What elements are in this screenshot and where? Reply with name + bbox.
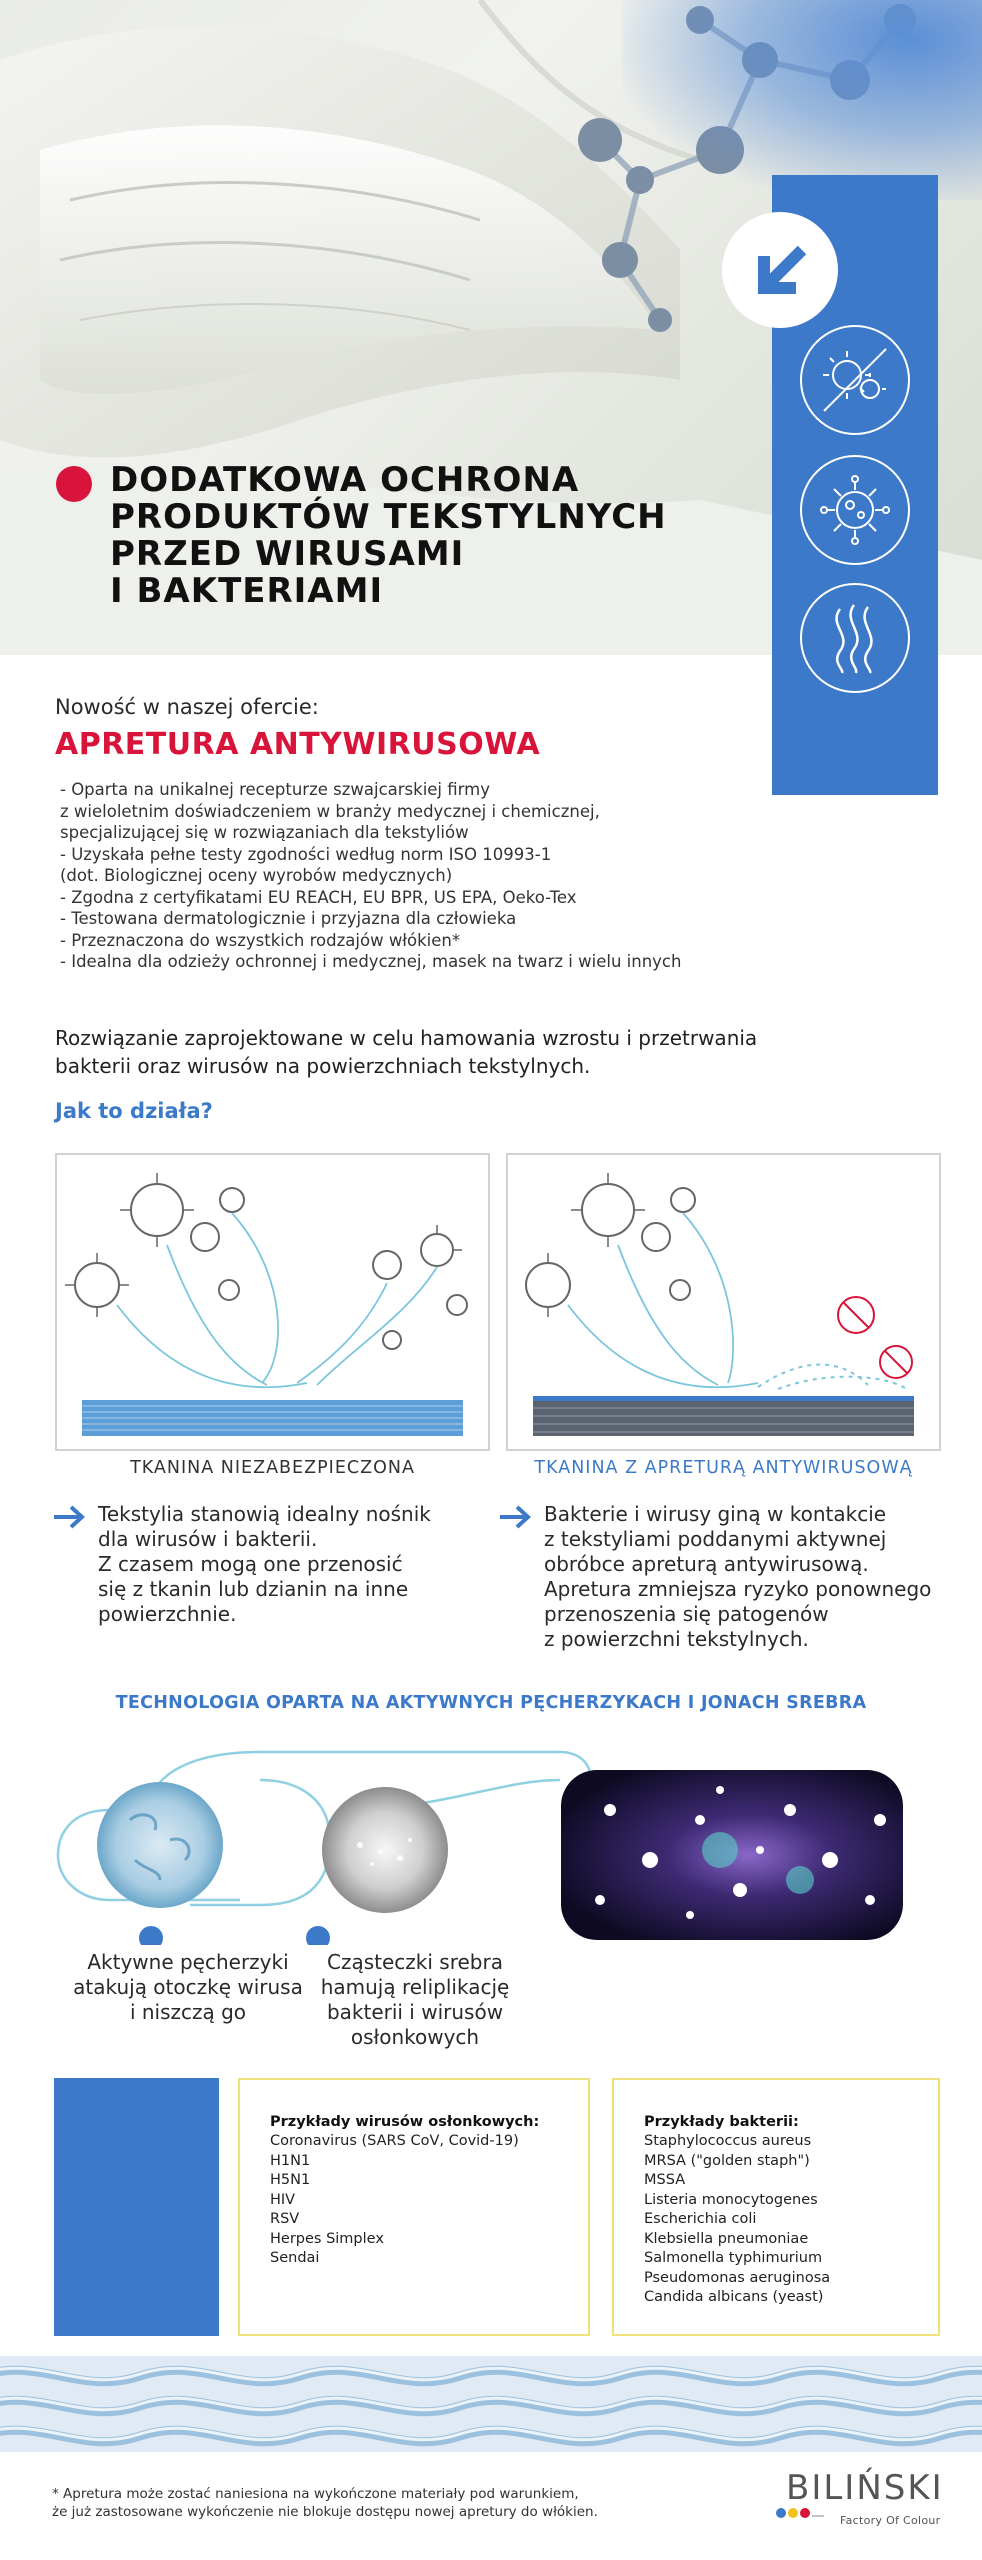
list-item: Listeria monocytogenes: [644, 2191, 818, 2208]
bacteria-list: [644, 2132, 908, 2308]
unprotected-fabric-label: TKANINA NIEZABEZPIECZONA: [130, 1458, 415, 1478]
list-item: Candida albicans (yeast): [644, 2289, 824, 2305]
red-bullet-icon: [56, 466, 92, 502]
protected-explanation: [498, 1502, 931, 1652]
list-item: Coronavirus (SARS CoV, Covid-19): [270, 2133, 519, 2149]
how-it-works-heading: Jak to działa?: [55, 1099, 213, 1123]
list-item: RSV: [270, 2211, 300, 2227]
arrow-right-icon: [498, 1504, 532, 1530]
list-item: Pseudomonas aeruginosa: [644, 2269, 831, 2286]
list-item: HIV: [270, 2191, 296, 2208]
bacteria-examples-box: [612, 2078, 940, 2336]
woven-fabric-image: [0, 2356, 982, 2452]
product-name: APRETURA ANTYWIRUSOWA: [55, 727, 541, 762]
solution-text: Rozwiązanie zaprojektowane w celu hamowania wzrostu i przetrwania bakterii oraz wirusów na powierzchniach tekstylnych.: [55, 1026, 758, 1078]
arrow-right-icon: [52, 1504, 86, 1530]
list-item: H1N1: [270, 2152, 311, 2169]
list-item: MRSA ("golden staph"): [644, 2152, 810, 2169]
virus-examples-box: [238, 2078, 590, 2336]
silver-particles-caption: Cząsteczki srebra hamują reliplikację bakterii i wirusów osłonkowych: [320, 1950, 510, 2049]
list-item: H5N1: [270, 2172, 311, 2188]
logo-name: BILIŃSKI: [786, 2468, 944, 2508]
protected-explanation-text: Bakterie i wirusy giną w kontakcie z tekstyliami poddanymi aktywnej obróbce apreturą antywirusową. Apretura zmniejsza ryzyko ponownego przenoszenia się patogenów z powierzchni tekstylnych.: [544, 1502, 932, 1651]
virus-icon: [800, 455, 910, 565]
unprotected-explanation-text: Tekstylia stanowią idealny nośnik dla wirusów i bakterii. Z czasem mogą one przenosić się z tkanin lub dzianin na inne powierzchnie.: [98, 1502, 431, 1626]
blue-glow: [622, 0, 982, 200]
virus-list: [270, 2132, 558, 2269]
silver-particles-image: [322, 1787, 448, 1913]
logo-dots-icon: [774, 2506, 824, 2520]
intro-label: Nowość w naszej ofercie:: [55, 695, 319, 719]
active-bubbles-image: [97, 1782, 223, 1908]
list-item: Herpes Simplex: [270, 2230, 384, 2247]
list-item: Salmonella typhimurium: [644, 2250, 823, 2266]
footnote: * Apretura może zostać naniesiona na wykończone materiały pod warunkiem, że już zastosowane wykończenie nie blokuje dostępu nowej apretury do włókien.: [52, 2486, 598, 2520]
feature-list: - Oparta na unikalnej recepturze szwajcarskiej firmy z wieloletnim doświadczeniem w branży medycznej i chemicznej, specjalizującej się w rozwiązaniach dla tekstyliów - Uzyskała pełne testy zgodności według norm ISO 10993-1 (dot. Biologicznej oceny wyrobów medycznych) - Zgodna z certyfikatami EU REACH, EU BPR, US EPA, Oeko-Tex - Testowana dermatologicznie i przyjazna dla człowieka - Przeznaczona do wszystkich rodzajów włókien* - Idealna dla odzieży ochronnej i medycznej, masek na twarz i wielu innych: [60, 780, 682, 971]
blue-accent-block: [54, 2078, 219, 2336]
unprotected-fabric-diagram: [55, 1153, 490, 1451]
list-item: Escherichia coli: [644, 2211, 757, 2227]
bacteria-examples-title: Przykłady bakterii:: [644, 2114, 799, 2130]
list-item: Staphylococcus aureus: [644, 2133, 812, 2149]
hero-heading: [56, 462, 750, 610]
virus-examples-title: Przykłady wirusów osłonkowych:: [270, 2114, 540, 2130]
arrow-down-left-badge: [722, 212, 838, 328]
bilinski-logo: [774, 2468, 944, 2538]
list-item: Klebsiella pneumoniae: [644, 2230, 809, 2247]
technology-heading: TECHNOLOGIA OPARTA NA AKTYWNYCH PĘCHERZYKACH I JONACH SREBRA: [115, 1693, 867, 1713]
active-bubbles-caption: Aktywne pęcherzyki atakują otoczkę wirusa i niszczą go: [73, 1950, 303, 2024]
list-item: Sendai: [270, 2250, 320, 2266]
no-virus-icon: [800, 325, 910, 435]
unprotected-explanation: [52, 1502, 431, 1627]
page-title: DODATKOWA OCHRONA PRODUKTÓW TEKSTYLNYCH PRZED WIRUSAMI I BAKTERIAMI: [110, 460, 667, 611]
technology-illustration: [0, 1740, 982, 1945]
arrow-down-left-icon: [722, 212, 838, 328]
protected-fabric-diagram: [506, 1153, 941, 1451]
logo-tagline: Factory Of Colour: [840, 2514, 941, 2527]
list-item: MSSA: [644, 2172, 686, 2188]
protected-fabric-label: TKANINA Z APRETURĄ ANTYWIRUSOWĄ: [534, 1458, 913, 1478]
fiber-waves-icon: [800, 583, 910, 693]
